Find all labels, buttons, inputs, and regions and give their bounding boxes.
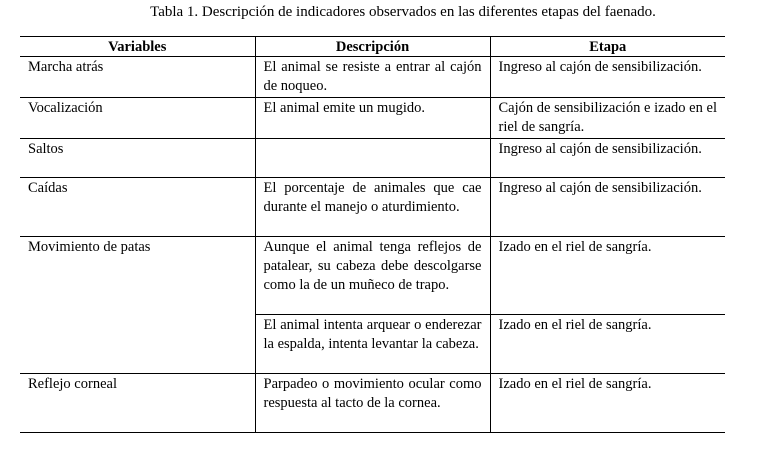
table-row [20,97,725,138]
cell-etapa: Izado en el riel de sangría. [490,236,725,314]
cell-variable: Caídas [20,177,255,236]
table-row [20,236,725,314]
cell-etapa: Ingreso al cajón de sensibilización. [490,177,725,236]
indicators-table [20,36,725,433]
cell-descripcion [255,138,490,177]
table-caption [0,2,774,22]
cell-descripcion: El animal emite un mugido. [255,97,490,138]
cell-descripcion: Parpadeo o movimiento ocular como respuesta al tacto de la cornea. [255,373,490,432]
cell-descripcion: El animal intenta arquear o enderezar la espalda, intenta levantar la cabeza. [255,314,490,373]
header-variables: Variables [20,37,255,57]
cell-variable: Marcha atrás [20,57,255,98]
cell-descripcion: Aunque el animal tenga reflejos de patalear, su cabeza debe descolgarse como la de un muñeco de trapo. [255,236,490,314]
header-descripcion: Descripción [255,37,490,57]
header-etapa: Etapa [490,37,725,57]
cell-descripcion: El animal se resiste a entrar al cajón de noqueo. [255,57,490,98]
cell-descripcion: El porcentaje de animales que cae durante el manejo o aturdimiento. [255,177,490,236]
table-row [20,373,725,432]
cell-etapa: Izado en el riel de sangría. [490,373,725,432]
cell-etapa: Cajón de sensibilización e izado en el riel de sangría. [490,97,725,138]
cell-etapa: Izado en el riel de sangría. [490,314,725,373]
table-row [20,138,725,177]
table-row [20,177,725,236]
table-caption-text: Tabla 1. Descripción de indicadores observados en las diferentes etapas del faenado. [150,4,656,20]
table-header-row [20,37,725,57]
cell-variable: Reflejo corneal [20,373,255,432]
table-row [20,57,725,98]
cell-variable [20,314,255,373]
cell-etapa: Ingreso al cajón de sensibilización. [490,57,725,98]
cell-etapa: Ingreso al cajón de sensibilización. [490,138,725,177]
cell-variable: Movimiento de patas [28,238,151,255]
cell-variable: Vocalización [20,97,255,138]
cell-variable: Saltos [20,138,255,177]
table-row [20,314,725,373]
